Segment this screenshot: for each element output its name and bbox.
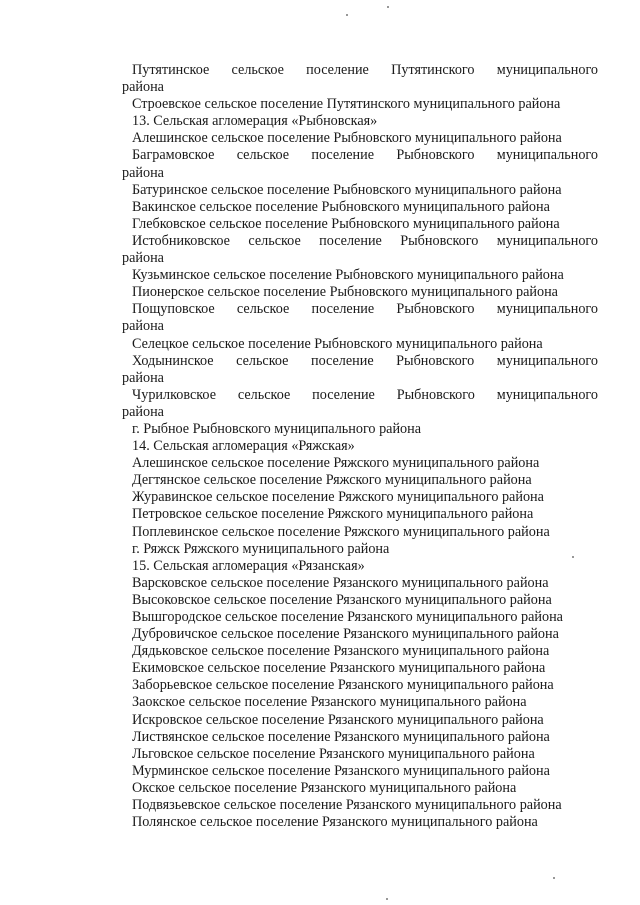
- list-item: Батуринское сельское поселение Рыбновского муниципального района: [132, 181, 562, 198]
- list-item: Заокское сельское поселение Рязанского муниципального района: [132, 694, 527, 711]
- list-item-continuation: района: [122, 79, 164, 96]
- scan-speck: [572, 556, 574, 558]
- list-item: [122, 62, 598, 96]
- list-item: Окское сельское поселение Рязанского муниципального района: [132, 779, 517, 796]
- list-item: [122, 301, 598, 335]
- list-item-line: Чурилковское сельское поселение Рыбновского муниципального: [132, 386, 598, 403]
- list-item: Кузьминское сельское поселение Рыбновского муниципального района: [132, 267, 564, 284]
- list-item: Екимовское сельское поселение Рязанского муниципального района: [132, 660, 546, 677]
- list-item: Полянское сельское поселение Рязанского муниципального района: [132, 814, 538, 831]
- section-heading: 15. Сельская агломерация «Рязанская»: [132, 557, 365, 574]
- list-item: Льговское сельское поселение Рязанского муниципального района: [132, 745, 535, 762]
- list-item: Дубровичское сельское поселение Рязанского муниципального района: [132, 626, 559, 643]
- list-item-line: Ходынинское сельское поселение Рыбновского муниципального: [132, 352, 598, 369]
- list-item: г. Ряжск Ряжского муниципального района: [132, 540, 390, 557]
- list-item-continuation: района: [122, 403, 164, 420]
- list-item: Листвянское сельское поселение Рязанского муниципального района: [132, 728, 550, 745]
- scan-speck: [553, 877, 555, 879]
- list-item: Мурминское сельское поселение Рязанского муниципального района: [132, 762, 550, 779]
- list-item: Высоковское сельское поселение Рязанского муниципального района: [132, 591, 552, 608]
- list-item-line: Пощуповское сельское поселение Рыбновского муниципального: [132, 301, 598, 318]
- list-item: Пионерское сельское поселение Рыбновского муниципального района: [132, 284, 558, 301]
- list-item: Алешинское сельское поселение Рыбновского муниципального района: [132, 130, 562, 147]
- list-item: Дегтянское сельское поселение Ряжского муниципального района: [132, 472, 532, 489]
- section-heading: 14. Сельская агломерация «Ряжская»: [132, 438, 355, 455]
- list-item: Петровское сельское поселение Ряжского муниципального района: [132, 506, 534, 523]
- settlement-list: [122, 62, 598, 831]
- list-item: г. Рыбное Рыбновского муниципального района: [132, 420, 422, 437]
- list-item: Искровское сельское поселение Рязанского муниципального района: [132, 711, 544, 728]
- scan-speck: [387, 6, 389, 8]
- list-item: Дядьковское сельское поселение Рязанского муниципального района: [132, 643, 550, 660]
- list-item: Глебковское сельское поселение Рыбновского муниципального района: [132, 215, 560, 232]
- list-item: Селецкое сельское поселение Рыбновского муниципального района: [132, 335, 543, 352]
- section-heading: 13. Сельская агломерация «Рыбновская»: [132, 113, 378, 130]
- list-item: Поплевинское сельское поселение Ряжского муниципального района: [132, 523, 550, 540]
- list-item-continuation: района: [122, 250, 164, 267]
- list-item-continuation: района: [122, 318, 164, 335]
- list-item-line: Путятинское сельское поселение Путятинского муниципального: [132, 62, 598, 78]
- list-item: [122, 233, 598, 267]
- list-item: Варсковское сельское поселение Рязанского муниципального района: [132, 574, 549, 591]
- list-item: Заборьевское сельское поселение Рязанского муниципального района: [132, 677, 554, 694]
- scan-speck: [346, 14, 348, 16]
- list-item: Вакинское сельское поселение Рыбновского муниципального района: [132, 198, 550, 215]
- list-item: Журавинское сельское поселение Ряжского муниципального района: [132, 489, 544, 506]
- list-item-continuation: района: [122, 164, 164, 181]
- list-item-line: Истобниковское сельское поселение Рыбновского муниципального: [132, 232, 598, 249]
- list-item: Алешинское сельское поселение Ряжского муниципального района: [132, 455, 540, 472]
- list-item-continuation: района: [122, 369, 164, 386]
- list-item: [122, 353, 598, 387]
- list-item: Подвязьевское сельское поселение Рязанского муниципального района: [132, 797, 562, 814]
- list-item: Строевское сельское поселение Путятинского муниципального района: [132, 96, 561, 113]
- scan-speck: [386, 898, 388, 900]
- list-item: [122, 147, 598, 181]
- list-item: [122, 387, 598, 421]
- list-item-line: Баграмовское сельское поселение Рыбновского муниципального: [132, 147, 598, 164]
- list-item: Вышгородское сельское поселение Рязанского муниципального района: [132, 609, 563, 625]
